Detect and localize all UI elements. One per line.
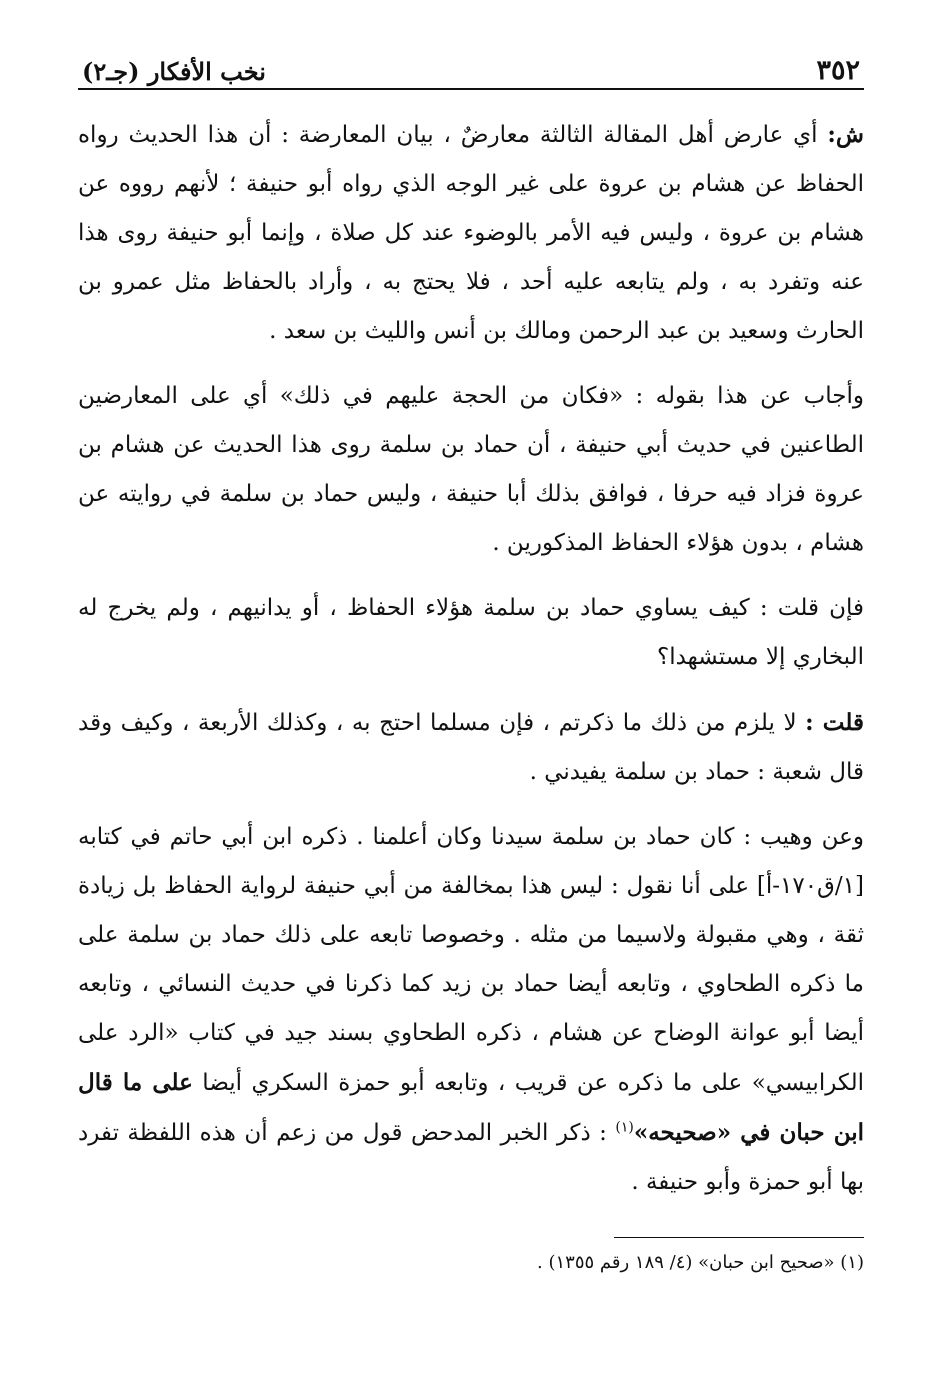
paragraph	[78, 698, 864, 797]
book-page	[78, 40, 864, 1278]
footnote-marker: (١)	[615, 1119, 634, 1136]
paragraph	[78, 813, 864, 1207]
paragraph-text: أي عارض أهل المقالة الثالثة معارضٌ ، بيان المعارضة : أن هذا الحديث رواه الحفاظ عن هشام بن عروة على غير الوجه الذي رواه أبو حنيفة ؛ لأنهم رووه عن هشام بن عروة ، وليس فيه الأمر بالوضوء عند كل صلاة ، وإنما أبو حنيفة روى هذا عنه وتفرد به ، ولم يتابعه عليه أحد ، فلا يحتج به ، وأراد بالحفاظ مثل عمرو بن الحارث وسعيد بن عبد الرحمن ومالك بن أنس والليث بن سعد .	[78, 122, 864, 344]
paragraph-text: لا يلزم من ذلك ما ذكرتم ، فإن مسلما احتج به ، وكذلك الأربعة ، وكيف وقد قال شعبة : حماد بن سلمة يفيدني .	[78, 710, 864, 785]
footnote-divider	[614, 1237, 864, 1238]
paragraph-text-continued: : ذكر الخبر المدحض قول من زعم أن هذه اللفظة تفرد بها أبو حمزة وأبو حنيفة .	[78, 1120, 864, 1195]
footnote: (١) «صحيح ابن حبان» (٤/ ١٨٩ رقم ١٣٥٥) .	[537, 1252, 864, 1273]
paragraph-text: فإن قلت : كيف يساوي حماد بن سلمة هؤلاء الحفاظ ، أو يدانيهم ، ولم يخرج له البخاري إلا مستشهدا؟	[78, 595, 864, 670]
paragraph-lead: ش:	[827, 121, 864, 148]
paragraph	[78, 584, 864, 682]
bold-phrase: على ما قال ابن حبان في «صحيحه»	[78, 1069, 864, 1146]
main-text	[78, 90, 864, 1207]
paragraph	[78, 372, 864, 568]
paragraph	[78, 110, 864, 356]
page-header	[78, 40, 864, 90]
paragraph-text: وعن وهيب : كان حماد بن سلمة سيدنا وكان أعلمنا . ذكره ابن أبي حاتم في كتابه [١/ق١٧٠-أ] على أنا نقول : ليس هذا بمخالفة من أبي حنيفة لرواية الحفاظ بل زيادة ثقة ، وهي مقبولة ولاسيما من مثله . وخصوصا تابعه على ذلك حماد بن سلمة على ما ذكره الطحاوي ، وتابعه أيضا حماد بن زيد كما ذكرنا في حديث النسائي ، وتابعه أيضا أبو عوانة الوضاح عن هشام ، ذكره الطحاوي بسند جيد في كتاب «الرد على الكرابيسي» على ما ذكره عن قريب ، وتابعه أبو حمزة السكري أيضا	[78, 824, 864, 1096]
running-title: نخب الأفكار (جـ٢)	[82, 57, 266, 86]
page-number: ٣٥٢	[816, 55, 860, 86]
paragraph-lead: قلت :	[805, 709, 864, 736]
paragraph-text: وأجاب عن هذا بقوله : «فكان من الحجة عليهم في ذلك» أي على المعارضين الطاعنين في حديث أبي حنيفة ، أن حماد بن سلمة روى هذا الحديث عن هشام بن عروة فزاد فيه حرفا ، فوافق بذلك أبا حنيفة ، وليس حماد بن سلمة في روايته عن هشام ، بدون هؤلاء الحفاظ المذكورين .	[78, 383, 864, 556]
